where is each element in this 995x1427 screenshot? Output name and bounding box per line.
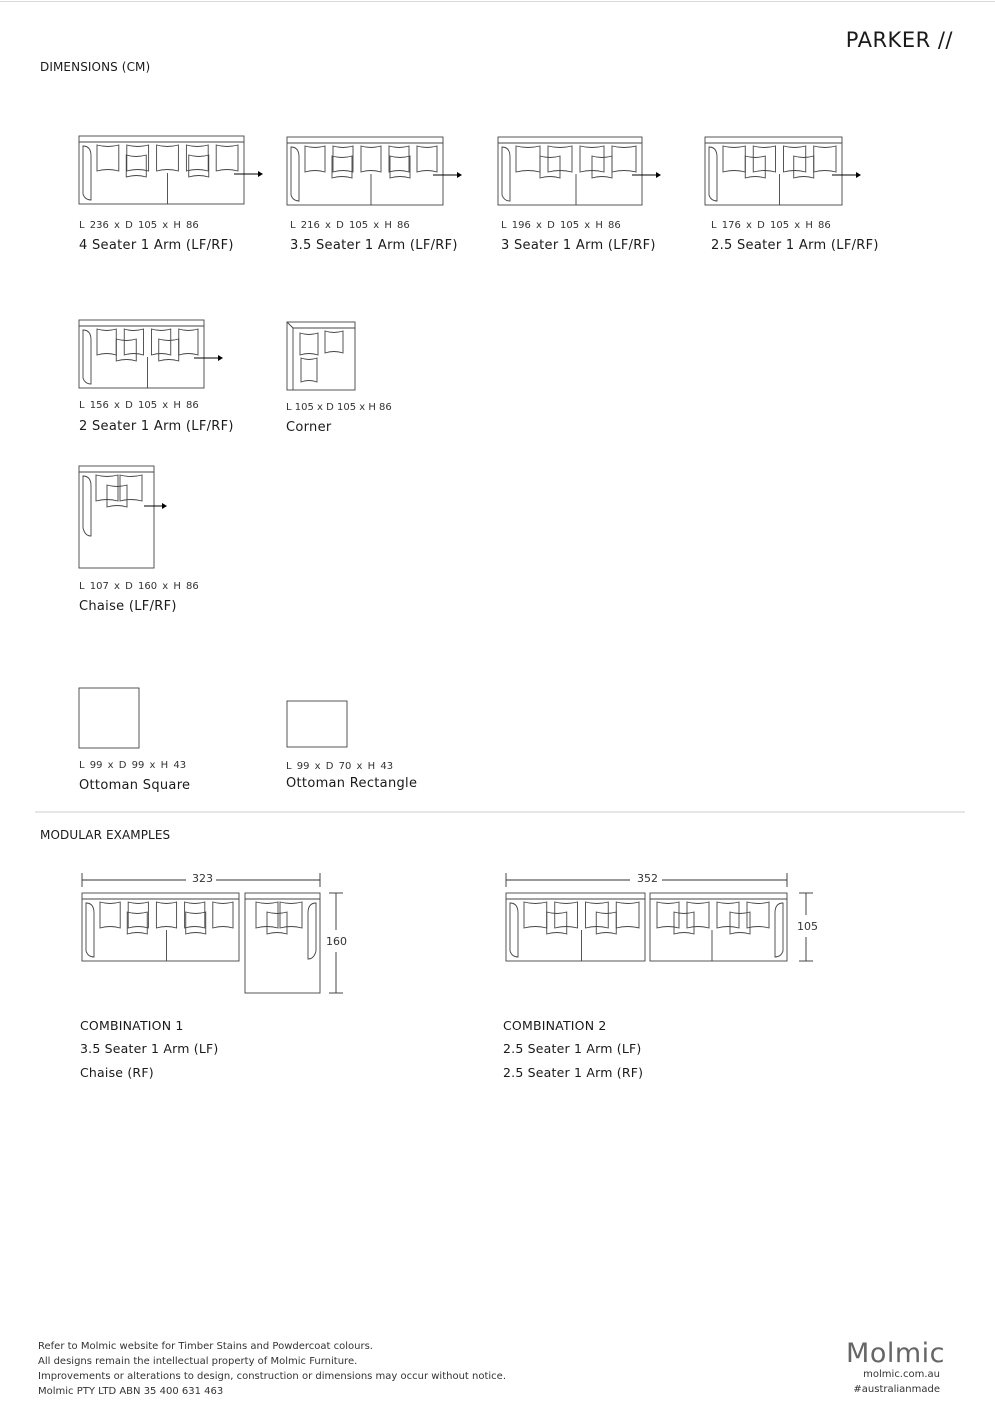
cushion-icon xyxy=(794,156,814,178)
cushion-icon xyxy=(127,145,149,171)
product-name-ottoman-rectangle: Ottoman Rectangle xyxy=(286,776,418,791)
product-dims-ottoman-square: L 99 x D 99 x H 43 xyxy=(79,760,187,771)
product-dims-3-seater: L 196 x D 105 x H 86 xyxy=(501,220,621,231)
cushion-icon xyxy=(332,156,352,178)
footer-line: Improvements or alterations to design, construction or dimensions may occur without notice. xyxy=(38,1371,507,1382)
cushion-icon xyxy=(389,146,409,172)
combo-1-depth-label: 160 xyxy=(326,935,347,948)
cushion-icon xyxy=(300,333,318,355)
cushion-icon xyxy=(128,902,148,928)
combo-2-width-label: 352 xyxy=(634,872,661,885)
cushion-icon xyxy=(127,912,147,934)
combo-2-title: COMBINATION 2 xyxy=(503,1018,607,1033)
sofa-plan-icon xyxy=(82,893,239,961)
cushion-icon xyxy=(547,912,567,934)
arm-rest xyxy=(775,903,783,957)
cushion-icon xyxy=(592,156,612,178)
arrow-head-icon xyxy=(162,503,167,509)
sofa-plan-icon xyxy=(79,136,263,204)
arm-rest xyxy=(510,903,518,957)
combination-2-plan-icon xyxy=(506,873,813,961)
sofa-plan-icon xyxy=(506,893,645,961)
cushion-icon xyxy=(390,156,410,178)
cushion-icon xyxy=(687,902,709,928)
cushion-icon xyxy=(784,146,806,172)
cushion-icon xyxy=(189,155,209,177)
cushion-icon xyxy=(157,145,179,171)
arrow-head-icon xyxy=(218,355,223,361)
cushion-icon xyxy=(674,912,694,934)
cushion-icon xyxy=(516,146,540,172)
ottoman-rectangle-icon xyxy=(287,701,347,747)
chaise-arm xyxy=(83,476,91,536)
cushion-icon xyxy=(417,146,437,172)
cushion-icon xyxy=(555,902,578,928)
cushion-icon xyxy=(186,145,208,171)
footer-line: Molmic PTY LTD ABN 35 400 631 463 xyxy=(38,1386,224,1397)
arm-rest xyxy=(83,330,91,384)
product-name-3-5-seater: 3.5 Seater 1 Arm (LF/RF) xyxy=(290,238,458,253)
cushion-icon xyxy=(152,329,171,355)
combo-2-depth-label: 105 xyxy=(797,920,818,933)
cushion-icon xyxy=(107,485,127,507)
cushion-icon xyxy=(333,146,353,172)
cushion-icon xyxy=(612,146,636,172)
footer-notes xyxy=(38,1339,506,1399)
cushion-icon xyxy=(361,146,381,172)
product-dims-ottoman-rectangle: L 99 x D 70 x H 43 xyxy=(286,761,394,772)
product-name-chaise: Chaise (LF/RF) xyxy=(79,599,177,614)
corner-outline xyxy=(287,322,355,390)
cushion-icon xyxy=(185,902,205,928)
molmic-logo: Molmic xyxy=(846,1338,945,1369)
product-name-corner: Corner xyxy=(286,420,332,435)
product-dims-2-5-seater: L 176 x D 105 x H 86 xyxy=(711,220,831,231)
product-dims-corner: L 105 x D 105 x H 86 xyxy=(286,402,392,413)
product-dims-chaise: L 107 x D 160 x H 86 xyxy=(79,581,199,592)
chaise-plan-icon xyxy=(79,466,167,568)
combo-2-item: 2.5 Seater 1 Arm (LF) xyxy=(503,1041,642,1056)
cushion-icon xyxy=(179,329,198,355)
cushion-icon xyxy=(186,912,206,934)
sofa-plan-icon xyxy=(79,320,223,388)
cushion-icon xyxy=(325,331,343,353)
combo-1-title: COMBINATION 1 xyxy=(80,1018,184,1033)
ottoman-square-icon xyxy=(79,688,139,748)
footer-line: Refer to Molmic website for Timber Stains and Powdercoat colours. xyxy=(38,1341,373,1352)
sofa-plan-icon xyxy=(705,137,861,205)
sofa-plan-icon xyxy=(498,137,661,205)
brand-title: PARKER // xyxy=(845,28,953,52)
section-divider xyxy=(35,811,965,813)
product-name-2-5-seater: 2.5 Seater 1 Arm (LF/RF) xyxy=(711,238,879,253)
corner-diagonal xyxy=(287,322,293,328)
cushion-icon xyxy=(124,329,143,355)
dimensions-heading: DIMENSIONS (CM) xyxy=(40,60,151,74)
cushion-icon xyxy=(540,156,560,178)
cushion-icon xyxy=(216,145,238,171)
combo-1-item: Chaise (RF) xyxy=(80,1065,154,1080)
arrow-head-icon xyxy=(457,172,462,178)
combo-1-item: 3.5 Seater 1 Arm (LF) xyxy=(80,1041,219,1056)
cushion-icon xyxy=(305,146,325,172)
arrow-head-icon xyxy=(856,172,861,178)
cushion-icon xyxy=(97,145,119,171)
arm-rest xyxy=(86,903,94,957)
combination-1-plan-icon xyxy=(82,873,343,993)
product-dims-3-5-seater: L 216 x D 105 x H 86 xyxy=(290,220,410,231)
product-name-2-seater: 2 Seater 1 Arm (LF/RF) xyxy=(79,419,234,434)
arrow-head-icon xyxy=(656,172,661,178)
cushion-icon xyxy=(213,902,233,928)
modular-heading: MODULAR EXAMPLES xyxy=(40,828,171,842)
cushion-icon xyxy=(100,902,120,928)
cushion-icon xyxy=(753,146,775,172)
cushion-icon xyxy=(657,902,679,928)
footer-hashtag: #australianmade xyxy=(853,1384,940,1395)
cushion-icon xyxy=(616,902,639,928)
arm-rest xyxy=(291,147,299,201)
product-name-4-seater: 4 Seater 1 Arm (LF/RF) xyxy=(79,238,234,253)
cushion-icon xyxy=(97,329,116,355)
cushion-icon xyxy=(126,155,146,177)
cushion-icon xyxy=(745,156,765,178)
cushion-icon xyxy=(586,902,609,928)
cushion-icon xyxy=(116,339,136,361)
corner-plan-icon xyxy=(287,322,355,390)
cushion-icon xyxy=(723,146,745,172)
cushion-icon xyxy=(280,902,302,928)
cushion-icon xyxy=(717,902,739,928)
cushion-icon xyxy=(596,912,616,934)
arrow-head-icon xyxy=(258,171,263,177)
cushion-icon xyxy=(814,146,836,172)
product-name-3-seater: 3 Seater 1 Arm (LF/RF) xyxy=(501,238,656,253)
cushion-icon xyxy=(156,902,176,928)
arm-rest xyxy=(502,147,510,201)
arm-rest xyxy=(83,146,91,200)
cushion-icon xyxy=(301,358,317,382)
chaise-arm xyxy=(308,903,316,959)
combo-1-width-label: 323 xyxy=(189,872,216,885)
cushion-icon xyxy=(524,902,547,928)
footer-line: All designs remain the intellectual property of Molmic Furniture. xyxy=(38,1356,358,1367)
arm-rest xyxy=(709,147,717,201)
product-dims-4-seater: L 236 x D 105 x H 86 xyxy=(79,220,199,231)
product-dims-2-seater: L 156 x D 105 x H 86 xyxy=(79,400,199,411)
cushion-icon xyxy=(120,475,142,501)
product-name-ottoman-square: Ottoman Square xyxy=(79,778,191,793)
combo-2-item: 2.5 Seater 1 Arm (RF) xyxy=(503,1065,644,1080)
cushion-icon xyxy=(267,912,287,934)
footer-website: molmic.com.au xyxy=(863,1369,940,1380)
sofa-plan-icon xyxy=(287,137,462,205)
cushion-icon xyxy=(159,339,179,361)
